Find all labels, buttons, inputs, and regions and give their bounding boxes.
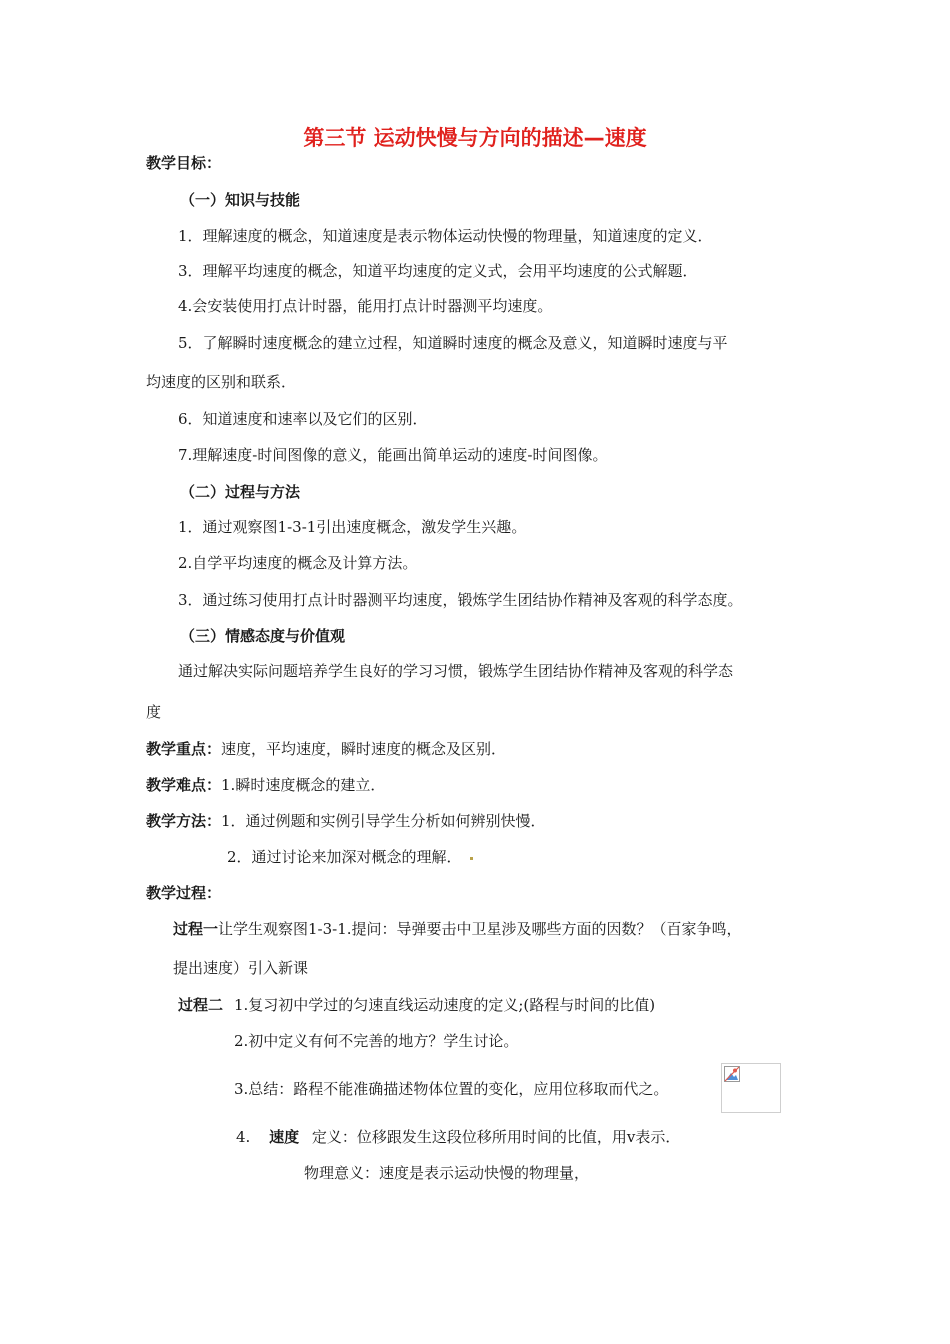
emotion-heading: （三）情感态度与价值观	[180, 627, 346, 645]
methods-item-1: 1．通过例题和实例引导学生分析如何辨别快慢．	[221, 812, 546, 830]
step1-label: 过程一	[173, 920, 219, 938]
step2-item-2: 2.初中定义有何不完善的地方？学生讨论。	[234, 1032, 519, 1050]
methods-item-2: 2．通过讨论来加深对概念的理解．	[227, 848, 462, 866]
difficulties-line	[146, 775, 385, 795]
knowledge-item-1: 1．理解速度的概念，知道速度是表示物体运动快慢的物理量，知道速度的定义．	[178, 227, 713, 245]
methods-label: 教学方法：	[146, 812, 222, 830]
step2-item-4-definition: 定义：位移跟发生这段位移所用时间的比值，用v表示．	[311, 1128, 681, 1146]
document-title: 第三节 运动快慢与方向的描述—速度	[303, 126, 647, 150]
knowledge-item-6: 6．知道速度和速率以及它们的区别．	[178, 410, 428, 428]
step2-item-3: 3.总结：路程不能准确描述物体位置的变化，应用位移取而代之。	[234, 1080, 669, 1098]
process-heading: （二）过程与方法	[180, 483, 301, 501]
broken-image-icon	[724, 1066, 740, 1082]
key-points-line	[146, 739, 506, 759]
step2-item-1: 1.复习初中学过的匀速直线运动速度的定义;(路程与时间的比值)	[234, 996, 656, 1014]
knowledge-item-5-cont: 均速度的区别和联系．	[146, 373, 297, 391]
process-item-3: 3．通过练习使用打点计时器测平均速度，锻炼学生团结协作精神及客观的科学态度。	[178, 591, 743, 609]
step2-item-4-line	[236, 1127, 680, 1147]
step1-text: 让学生观察图1-3-1.提问：导弹要击中卫星涉及哪些方面的因数？（百家争鸣，	[218, 920, 742, 938]
embedded-image-placeholder	[721, 1063, 781, 1113]
emotion-text: 通过解决实际问题培养学生良好的学习习惯，锻炼学生团结协作精神及客观的科学态	[178, 662, 734, 680]
step2-label: 过程二	[178, 996, 224, 1014]
process-item-1: 1．通过观察图1-3-1引出速度概念，激发学生兴趣。	[178, 518, 527, 536]
difficulties-label: 教学难点：	[146, 776, 222, 794]
knowledge-item-3: 3．理解平均速度的概念，知道平均速度的定义式，会用平均速度的公式解题．	[178, 262, 698, 280]
step1-text-cont: 提出速度）引入新课	[173, 959, 309, 977]
knowledge-item-4: 4.会安装使用打点计时器，能用打点计时器测平均速度。	[178, 297, 553, 315]
difficulties-text: 1.瞬时速度概念的建立．	[221, 776, 386, 794]
methods-line	[146, 811, 546, 831]
emotion-text-cont: 度	[146, 703, 162, 721]
process-item-2: 2.自学平均速度的概念及计算方法。	[178, 554, 418, 572]
step1-line	[173, 919, 742, 939]
step2-item-4-meaning: 物理意义：速度是表示运动快慢的物理量，	[304, 1164, 590, 1182]
step2-item-4-number: 4.	[236, 1128, 251, 1146]
knowledge-item-5: 5．了解瞬时速度概念的建立过程，知道瞬时速度的概念及意义，知道瞬时速度与平	[178, 334, 728, 352]
key-points-text: 速度，平均速度，瞬时速度的概念及区别．	[221, 740, 507, 758]
knowledge-heading: （一）知识与技能	[180, 191, 301, 209]
step2-item-4-label: 速度	[269, 1128, 300, 1146]
objectives-heading: 教学目标：	[146, 154, 222, 172]
knowledge-item-7: 7.理解速度-时间图像的意义，能画出简单运动的速度-时间图像。	[178, 446, 608, 464]
key-points-label: 教学重点：	[146, 740, 222, 758]
procedure-heading: 教学过程：	[146, 884, 222, 902]
methods-item-2-line	[227, 847, 473, 867]
stray-dot-mark	[470, 857, 473, 860]
